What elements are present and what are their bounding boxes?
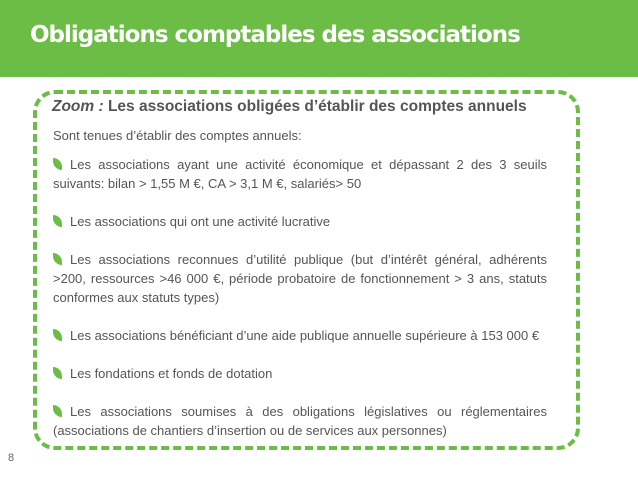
title-banner	[0, 0, 638, 77]
bullet-list	[53, 155, 547, 459]
bullet-text: Les associations qui ont une activité lucrative	[70, 214, 331, 229]
leaf-bullet-icon	[53, 405, 62, 417]
zoom-heading	[52, 98, 552, 116]
leaf-bullet-icon	[53, 215, 62, 227]
list-item	[53, 364, 547, 383]
list-item	[53, 326, 547, 345]
bullet-text: Les associations reconnues d’utilité publique (but d’intérêt général, adhérents >200, ressources >46 000 €, période probatoire de fonctionnement > 3 ans, statuts conformes aux statuts types)	[53, 252, 547, 305]
slide-title: Obligations comptables des associations	[30, 22, 520, 48]
bullet-text: Les associations soumises à des obligations législatives ou réglementaires (associations de chantiers d’insertion ou de services aux personnes)	[53, 404, 547, 438]
list-item	[53, 402, 547, 440]
leaf-bullet-icon	[53, 158, 62, 170]
bullet-text: Les associations ayant une activité économique et dépassant 2 des 3 seuils suivants: bilan > 1,55 M €, CA > 3,1 M €, salariés> 50	[53, 157, 547, 191]
bullet-text: Les fondations et fonds de dotation	[70, 366, 273, 381]
leaf-bullet-icon	[53, 367, 62, 379]
zoom-label: Zoom :	[52, 98, 104, 115]
intro-text: Sont tenues d’établir des comptes annuels:	[53, 128, 302, 143]
list-item	[53, 155, 547, 193]
list-item	[53, 212, 547, 231]
zoom-heading-text: Les associations obligées d’établir des comptes annuels	[103, 98, 527, 115]
list-item	[53, 250, 547, 307]
leaf-bullet-icon	[53, 253, 62, 265]
bullet-text: Les associations bénéficiant d’une aide publique annuelle supérieure à 153 000 €	[70, 328, 540, 343]
page-number: 8	[8, 452, 15, 464]
leaf-bullet-icon	[53, 329, 62, 341]
